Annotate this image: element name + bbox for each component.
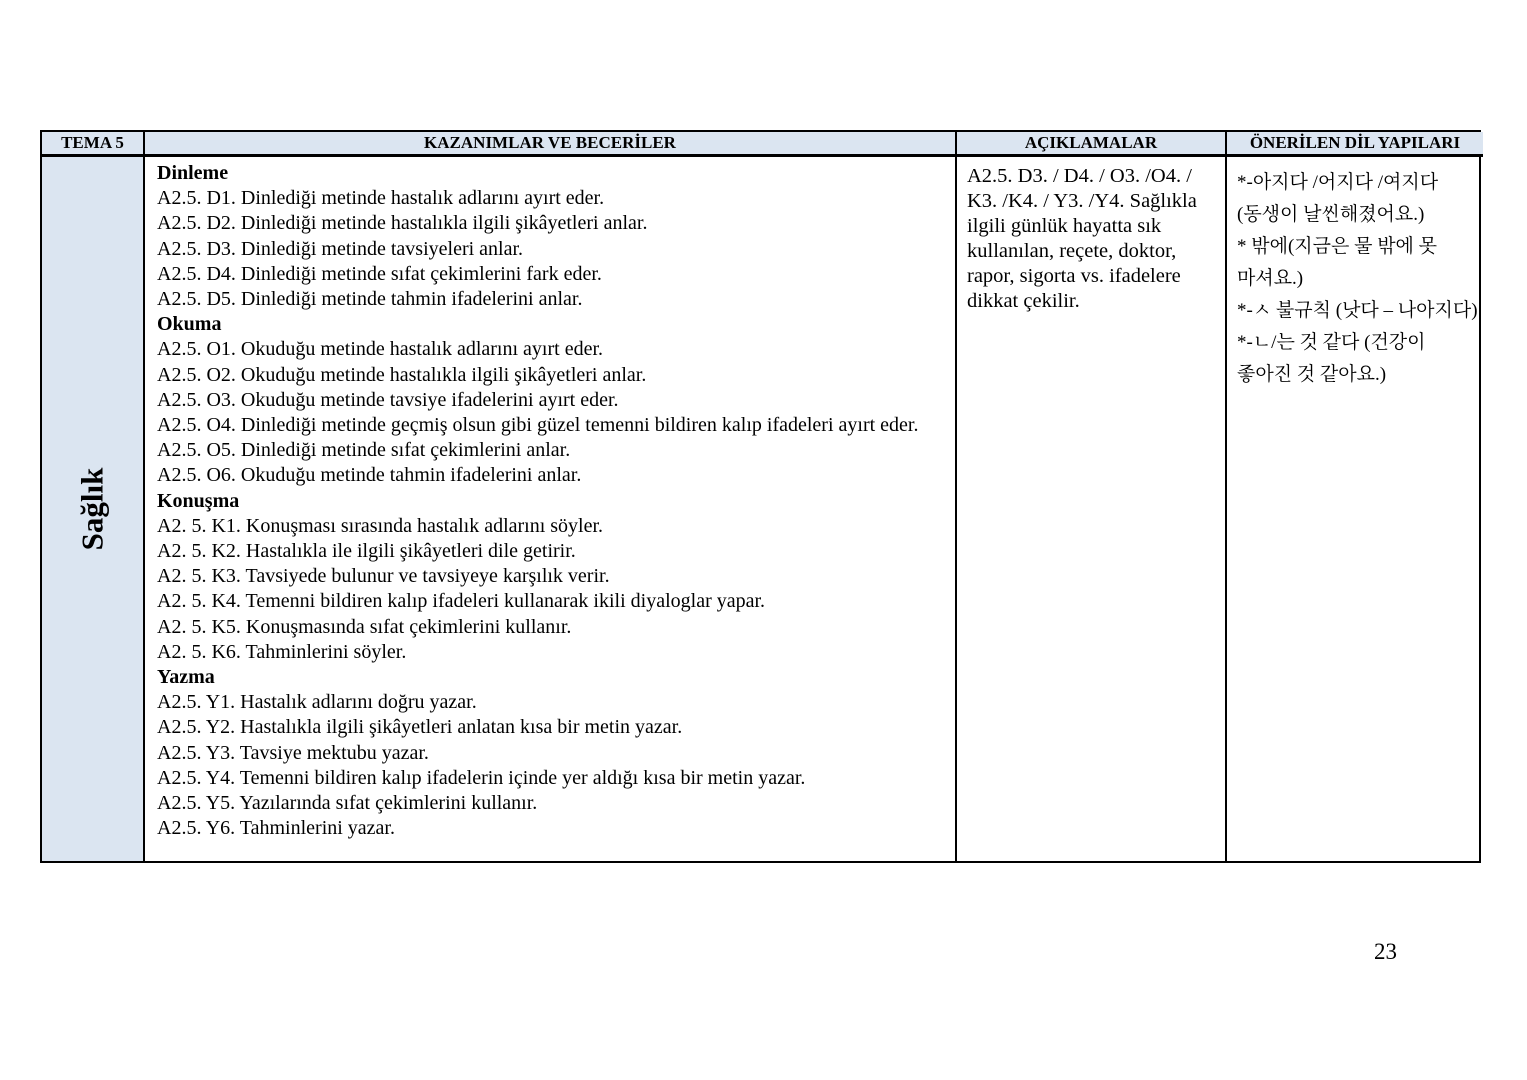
dil-yapisi-line: *-아지다 /어지다 /여지다 [1237, 172, 1439, 193]
aciklamalar-cell [957, 157, 1227, 861]
skill-section-heading: Okuma [157, 313, 222, 336]
header-aciklamalar-label: AÇIKLAMALAR [1024, 133, 1158, 152]
skill-item: A2. 5. K6. Tahminlerini söyler. [157, 640, 407, 663]
dil-yapisi-line: *-ㄴ/는 것 같다 (건강이 [1237, 332, 1426, 353]
skill-item: A2. 5. K2. Hastalıkla ile ilgili şikâyetleri dile getirir. [157, 540, 576, 563]
dil-yapisi-line: 마셔요.) [1237, 268, 1304, 289]
header-cell-tema [42, 132, 145, 157]
skill-item: A2.5. Y6. Tahminlerini yazar. [157, 817, 395, 840]
skill-item: A2.5. D3. Dinlediği metinde tavsiyeleri anlar. [157, 237, 524, 260]
skill-item: A2.5. D1. Dinlediği metinde hastalık adlarını ayırt eder. [157, 187, 605, 210]
skill-item: A2.5. D2. Dinlediği metinde hastalıkla ilgili şikâyetleri anlar. [157, 212, 648, 235]
dil-yapisi-line: *-ㅅ 불규칙 (낫다 – 나아지다) [1237, 300, 1478, 321]
dil-yapilari-list [1227, 157, 1483, 861]
curriculum-table [40, 130, 1481, 863]
skill-section-heading: Konuşma [157, 489, 240, 512]
skill-item: A2.5. O2. Okuduğu metinde hastalıkla ilgili şikâyetleri anlar. [157, 363, 647, 386]
skill-item: A2. 5. K1. Konuşması sırasında hastalık adlarını söyler. [157, 514, 604, 537]
dil-yapisi-line: 좋아진 것 같아요.) [1237, 364, 1387, 385]
skill-section-heading: Yazma [157, 666, 215, 689]
skill-item: A2.5. O6. Okuduğu metinde tahmin ifadelerini anlar. [157, 464, 582, 487]
skill-item: A2.5. Y2. Hastalıkla ilgili şikâyetleri anlatan kısa bir metin yazar. [157, 716, 683, 739]
dil-yapisi-line: * 밖에(지금은 물 밖에 못 [1237, 236, 1438, 257]
skill-item: A2.5. Y4. Temenni bildiren kalıp ifadelerin içinde yer aldığı kısa bir metin yazar. [157, 766, 806, 789]
skill-item: A2.5. O4. Dinlediği metinde geçmiş olsun gibi güzel temenni bildiren kalıp ifadeleri ayırt eder. [157, 414, 919, 437]
skill-section-heading: Dinleme [157, 162, 229, 184]
skill-item: A2.5. D5. Dinlediği metinde tahmin ifadelerini anlar. [157, 288, 583, 311]
dil-yapisi-line: (동생이 날씬해졌어요.) [1237, 204, 1425, 225]
skill-item: A2.5. Y3. Tavsiye mektubu yazar. [157, 741, 429, 764]
skill-item: A2.5. O1. Okuduğu metinde hastalık adlarını ayırt eder. [157, 338, 604, 361]
skill-item: A2.5. O5. Dinlediği metinde sıfat çekimlerini anlar. [157, 439, 571, 462]
header-tema-label: TEMA 5 [61, 133, 124, 152]
page-number: 23 [1374, 939, 1397, 964]
skill-item: A2.5. O3. Okuduğu metinde tavsiye ifadelerini ayırt eder. [157, 388, 619, 411]
skill-item: A2.5. Y1. Hastalık adlarını doğru yazar. [157, 691, 477, 714]
header-kazanimlar-label: KAZANIMLAR VE BECERİLER [424, 133, 676, 152]
theme-cell [42, 157, 145, 861]
skill-item: A2. 5. K4. Temenni bildiren kalıp ifadeleri kullanarak ikili diyaloglar yapar. [157, 590, 766, 613]
header-cell-aciklamalar [957, 132, 1227, 157]
header-cell-oneriler [1227, 132, 1483, 157]
skills-list [145, 157, 957, 861]
theme-label: Sağlık [74, 467, 110, 551]
skill-item: A2. 5. K3. Tavsiyede bulunur ve tavsiyeye karşılık verir. [157, 565, 610, 588]
skill-item: A2.5. D4. Dinlediği metinde sıfat çekimlerini fark eder. [157, 262, 602, 285]
header-oneriler-label: ÖNERİLEN DİL YAPILARI [1249, 133, 1461, 152]
skill-item: A2. 5. K5. Konuşmasında sıfat çekimlerini kullanır. [157, 615, 572, 638]
skill-item: A2.5. Y5. Yazılarında sıfat çekimlerini kullanır. [157, 792, 538, 815]
header-cell-kazanimlar [145, 132, 957, 157]
aciklamalar-text: A2.5. D3. / D4. / O3. /O4. / K3. /K4. / Y3. /Y4. Sağlıkla ilgili günlük hayatta sık kullanılan, reçete, doktor, rapor, sigorta vs. ifadelere dikkat çekilir. [967, 165, 1197, 312]
